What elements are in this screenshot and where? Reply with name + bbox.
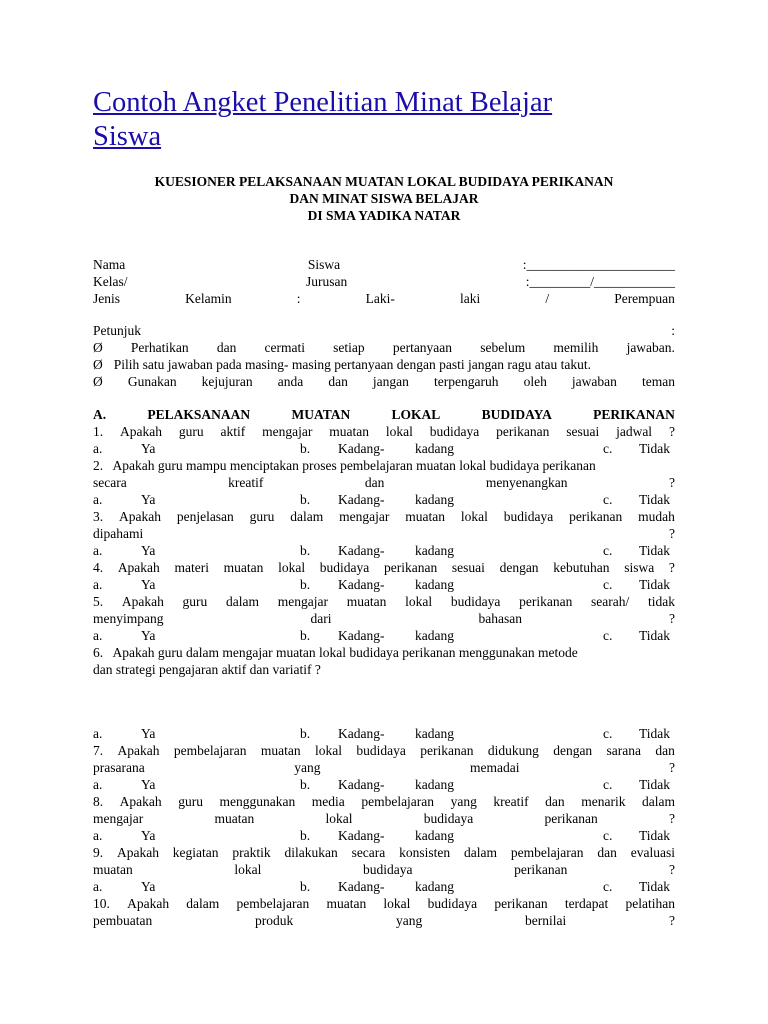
option-a-letter[interactable]: a.: [93, 879, 103, 894]
option-b-letter[interactable]: b.: [300, 777, 311, 792]
option-ya[interactable]: Ya: [141, 441, 156, 456]
question-9: 9. Apakah kegiatan praktik dilakukan secara konsisten dalam pembelajaran dan evaluasi: [93, 845, 675, 860]
bullet-icon: Ø: [93, 374, 103, 389]
option-tidak[interactable]: Tidak: [639, 577, 671, 592]
option-ya[interactable]: Ya: [141, 577, 156, 592]
option-b-letter[interactable]: b.: [300, 543, 311, 558]
heading-line-1: KUESIONER PELAKSANAAN MUATAN LOKAL BUDIDAYA PERIKANAN: [154, 174, 614, 189]
option-tidak[interactable]: Tidak: [639, 492, 671, 507]
option-c-letter[interactable]: c.: [603, 879, 613, 894]
option-a-letter[interactable]: a.: [93, 441, 103, 456]
option-b-letter[interactable]: b.: [300, 726, 311, 741]
option-a-letter[interactable]: a.: [93, 628, 103, 643]
question-5: 5. Apakah guru dalam mengajar muatan lokal budidaya perikanan searah/ tidak: [93, 594, 675, 609]
option-kadang-2[interactable]: kadang: [415, 441, 454, 456]
option-c-letter[interactable]: c.: [603, 777, 613, 792]
question-8: 8. Apakah guru menggunakan media pembelajaran yang kreatif dan menarik dalam: [93, 794, 675, 809]
section-a-heading: A. PELAKSANAAN MUATAN LOKAL BUDIDAYA PERIKANAN: [93, 407, 675, 422]
option-kadang[interactable]: Kadang-: [338, 492, 385, 507]
option-kadang-2[interactable]: kadang: [415, 543, 454, 558]
option-b-letter[interactable]: b.: [300, 628, 311, 643]
option-kadang-2[interactable]: kadang: [415, 828, 454, 843]
option-a-letter[interactable]: a.: [93, 492, 103, 507]
answer-options[interactable]: [93, 878, 675, 895]
option-ya[interactable]: Ya: [141, 777, 156, 792]
answer-options[interactable]: [93, 440, 675, 457]
option-kadang[interactable]: Kadang-: [338, 441, 385, 456]
bullet-icon: Ø: [93, 357, 103, 372]
jenis-kelamin-row: Jenis Kelamin : Laki- laki / Perempuan: [93, 291, 675, 306]
option-ya[interactable]: Ya: [141, 879, 156, 894]
document-title: [93, 86, 675, 154]
option-c-letter[interactable]: c.: [603, 492, 613, 507]
option-b-letter[interactable]: b.: [300, 577, 311, 592]
option-kadang[interactable]: Kadang-: [338, 577, 385, 592]
option-c-letter[interactable]: c.: [603, 441, 613, 456]
option-b-letter[interactable]: b.: [300, 879, 311, 894]
petunjuk-1: Ø Perhatikan dan cermati setiap pertanyaan sebelum memilih jawaban.: [93, 340, 675, 355]
option-tidak[interactable]: Tidak: [639, 777, 671, 792]
option-ya[interactable]: Ya: [141, 828, 156, 843]
option-kadang[interactable]: Kadang-: [338, 726, 385, 741]
option-kadang[interactable]: Kadang-: [338, 879, 385, 894]
option-tidak[interactable]: Tidak: [639, 879, 671, 894]
option-kadang[interactable]: Kadang-: [338, 543, 385, 558]
question-4: 4. Apakah materi muatan lokal budidaya perikanan sesuai dengan kebutuhan siswa ?: [93, 560, 675, 575]
heading-line-2: DAN MINAT SISWA BELAJAR: [289, 191, 479, 206]
petunjuk-row: Petunjuk :: [93, 323, 675, 338]
question-10-cont: pembuatan produk yang bernilai ?: [93, 913, 675, 928]
option-kadang[interactable]: Kadang-: [338, 628, 385, 643]
option-a-letter[interactable]: a.: [93, 577, 103, 592]
option-kadang-2[interactable]: kadang: [415, 577, 454, 592]
option-tidak[interactable]: Tidak: [639, 441, 671, 456]
question-8-cont: mengajar muatan lokal budidaya perikanan ?: [93, 811, 675, 826]
kelas-row: Kelas/ Jurusan :_________/____________: [93, 274, 675, 289]
petunjuk-2: Ø Pilih satu jawaban pada masing- masing pertanyaan dengan pasti jangan ragu atau takut.: [93, 357, 591, 372]
option-kadang[interactable]: Kadang-: [338, 777, 385, 792]
option-c-letter[interactable]: c.: [603, 543, 613, 558]
answer-options[interactable]: [93, 627, 675, 644]
option-kadang[interactable]: Kadang-: [338, 828, 385, 843]
answer-options[interactable]: [93, 725, 675, 742]
option-c-letter[interactable]: c.: [603, 628, 613, 643]
question-7: 7. Apakah pembelajaran muatan lokal budidaya perikanan didukung dengan sarana dan: [93, 743, 675, 758]
bullet-icon: Ø: [93, 340, 103, 355]
question-3-cont: dipahami ?: [93, 526, 675, 541]
answer-options[interactable]: [93, 542, 675, 559]
option-b-letter[interactable]: b.: [300, 492, 311, 507]
option-kadang-2[interactable]: kadang: [415, 628, 454, 643]
question-6-cont: dan strategi pengajaran aktif dan variatif ?: [93, 662, 321, 677]
option-kadang-2[interactable]: kadang: [415, 879, 454, 894]
option-ya[interactable]: Ya: [141, 628, 156, 643]
title-line-2: Siswa: [93, 121, 162, 152]
option-a-letter[interactable]: a.: [93, 726, 103, 741]
nama-blank[interactable]: :______________________: [522, 257, 675, 272]
option-a-letter[interactable]: a.: [93, 543, 103, 558]
title-line-1: Contoh Angket Penelitian Minat Belajar: [93, 87, 553, 118]
question-9-cont: muatan lokal budidaya perikanan ?: [93, 862, 675, 877]
option-ya[interactable]: Ya: [141, 492, 156, 507]
question-7-cont: prasarana yang memadai ?: [93, 760, 675, 775]
question-3: 3. Apakah penjelasan guru dalam mengajar muatan lokal budidaya perikanan mudah: [93, 509, 675, 524]
nama-row: Nama Siswa :______________________: [93, 257, 675, 272]
answer-options[interactable]: [93, 576, 675, 593]
question-5-cont: menyimpang dari bahasan ?: [93, 611, 675, 626]
option-a-letter[interactable]: a.: [93, 777, 103, 792]
petunjuk-3: Ø Gunakan kejujuran anda dan jangan terpengaruh oleh jawaban teman: [93, 374, 675, 389]
option-tidak[interactable]: Tidak: [639, 828, 671, 843]
answer-options[interactable]: [93, 827, 675, 844]
option-kadang-2[interactable]: kadang: [415, 777, 454, 792]
question-6: 6. Apakah guru dalam mengajar muatan lokal budidaya perikanan menggunakan metode: [93, 645, 578, 660]
option-c-letter[interactable]: c.: [603, 828, 613, 843]
question-2-cont: secara kreatif dan menyenangkan ?: [93, 475, 675, 490]
option-ya[interactable]: Ya: [141, 726, 156, 741]
option-kadang-2[interactable]: kadang: [415, 726, 454, 741]
option-tidak[interactable]: Tidak: [639, 726, 671, 741]
option-a-letter[interactable]: a.: [93, 828, 103, 843]
answer-options[interactable]: [93, 776, 675, 793]
option-b-letter[interactable]: b.: [300, 441, 311, 456]
question-10: 10. Apakah dalam pembelajaran muatan lokal budidaya perikanan terdapat pelatihan: [93, 896, 675, 911]
option-b-letter[interactable]: b.: [300, 828, 311, 843]
heading-line-3: DI SMA YADIKA NATAR: [307, 208, 461, 223]
answer-options[interactable]: [93, 491, 675, 508]
option-ya[interactable]: Ya: [141, 543, 156, 558]
option-tidak[interactable]: Tidak: [639, 628, 671, 643]
option-tidak[interactable]: Tidak: [639, 543, 671, 558]
option-c-letter[interactable]: c.: [603, 726, 613, 741]
option-c-letter[interactable]: c.: [603, 577, 613, 592]
option-kadang-2[interactable]: kadang: [415, 492, 454, 507]
kelas-blank[interactable]: :_________/____________: [525, 274, 675, 289]
question-1: 1. Apakah guru aktif mengajar muatan lokal budidaya perikanan sesuai jadwal ?: [93, 424, 675, 439]
question-2: 2. Apakah guru mampu menciptakan proses pembelajaran muatan lokal budidaya perikanan: [93, 458, 596, 473]
